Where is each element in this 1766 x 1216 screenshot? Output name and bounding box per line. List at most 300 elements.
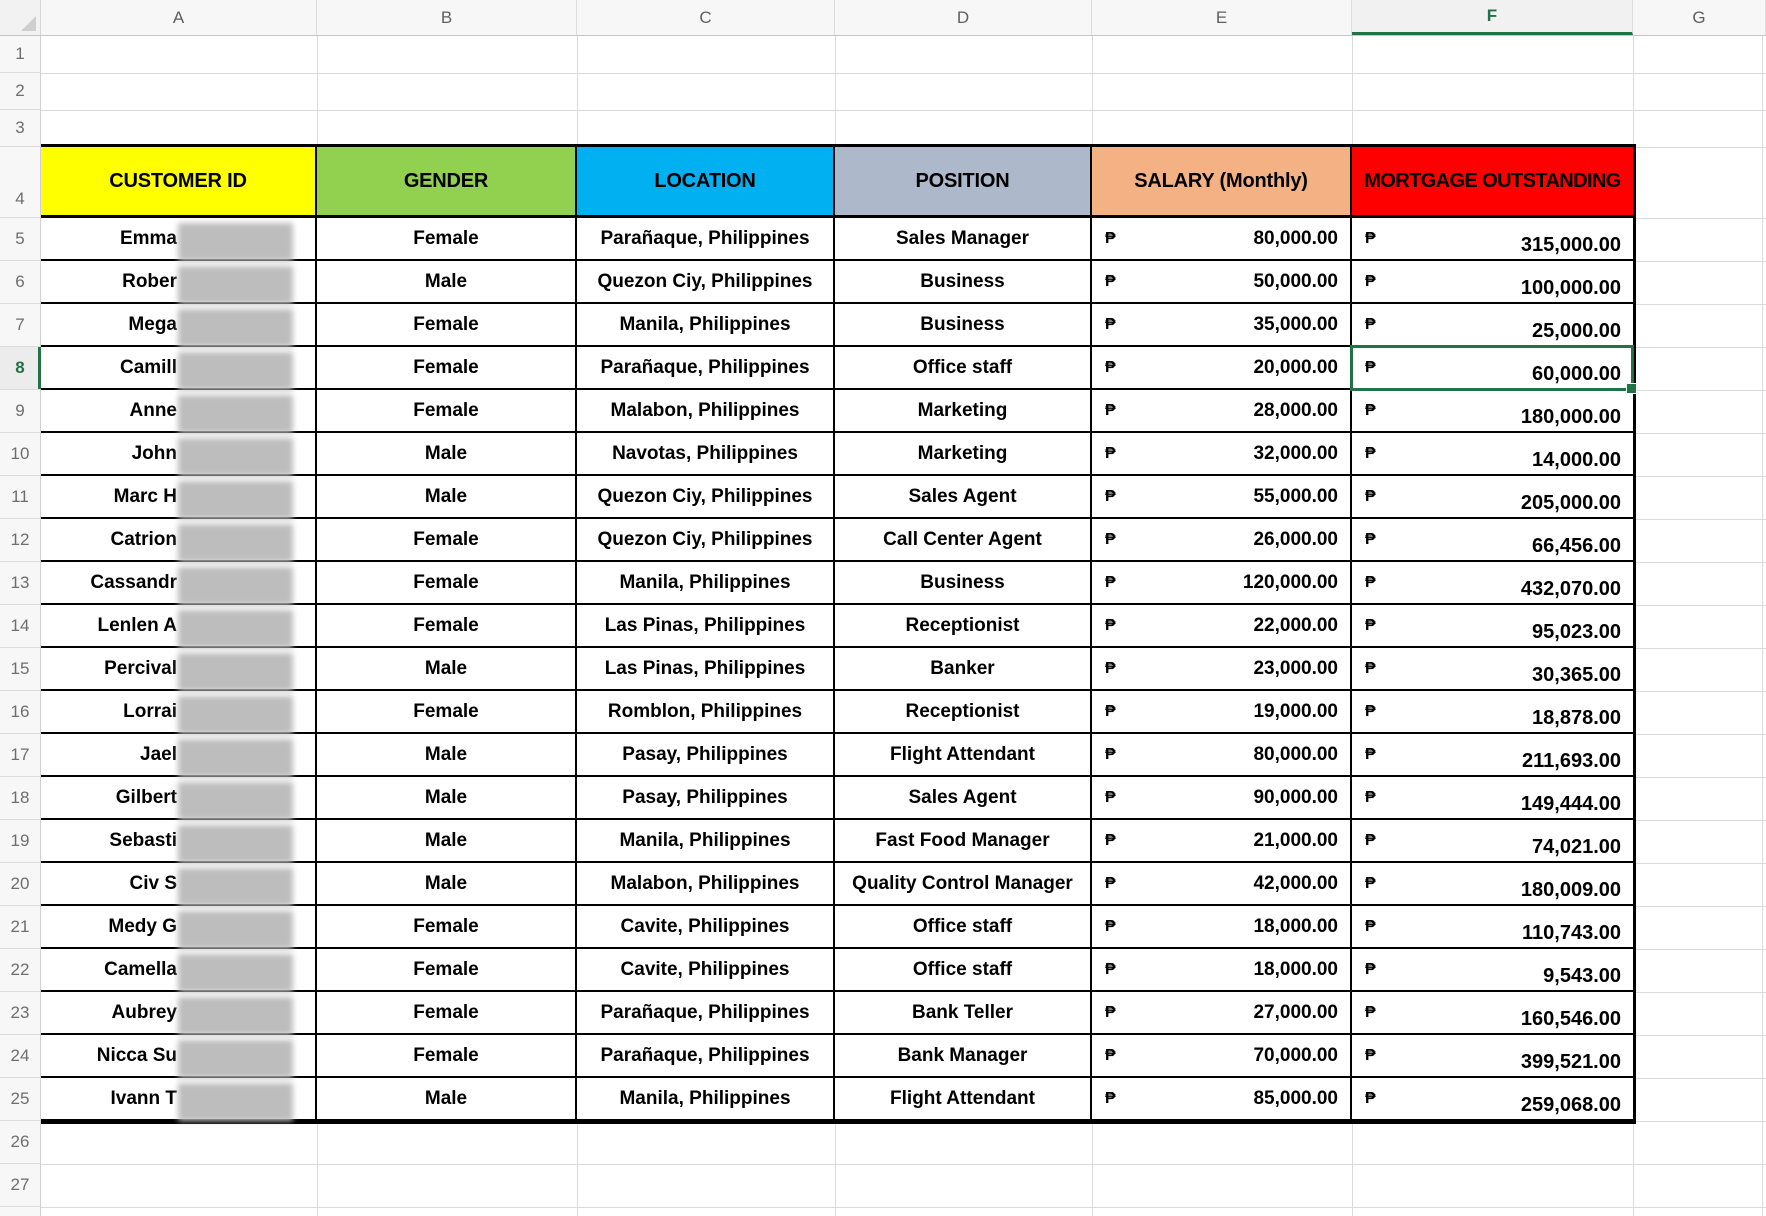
peso-sign: ₱ — [1105, 702, 1116, 720]
position-text: Business — [920, 313, 1005, 335]
cell-location[interactable] — [577, 820, 835, 863]
gender-text: Female — [413, 915, 479, 937]
mortgage-amount: 18,878.00 — [1532, 707, 1621, 729]
customer-name-text: Camill — [119, 356, 177, 378]
customer-name-text: Percival — [104, 657, 177, 679]
cell-customer-id[interactable] — [41, 218, 317, 261]
cell-location[interactable] — [577, 691, 835, 734]
peso-sign: ₱ — [1365, 315, 1376, 333]
selected-cell-outline[interactable] — [1350, 345, 1634, 391]
cell-salary[interactable] — [1092, 820, 1352, 863]
row-header-25[interactable]: 25 — [0, 1078, 40, 1121]
peso-sign: ₱ — [1105, 960, 1116, 978]
cell-mortgage[interactable] — [1352, 605, 1633, 648]
peso-sign: ₱ — [1365, 358, 1376, 376]
cell-customer-id[interactable] — [41, 691, 317, 734]
cell-gender[interactable] — [317, 734, 577, 777]
gender-text: Female — [413, 528, 479, 550]
row-header-9[interactable]: 9 — [0, 390, 40, 433]
cell-salary[interactable] — [1092, 777, 1352, 820]
cell-position[interactable] — [835, 519, 1092, 562]
customer-name-text: John — [131, 442, 177, 464]
column-title-1[interactable]: CUSTOMER ID — [41, 147, 317, 218]
column-header-strip — [0, 0, 1766, 36]
peso-sign: ₱ — [1105, 315, 1116, 333]
redaction-blur — [178, 567, 293, 605]
cell-salary[interactable] — [1092, 476, 1352, 519]
cell-position[interactable] — [835, 390, 1092, 433]
column-header-a[interactable]: A — [41, 0, 317, 35]
location-text: Pasay, Philippines — [622, 743, 788, 765]
row-header-5[interactable]: 5 — [0, 218, 40, 261]
salary-amount: 20,000.00 — [1253, 356, 1338, 378]
row-header-16[interactable]: 16 — [0, 691, 40, 734]
peso-sign: ₱ — [1365, 659, 1376, 677]
cell-salary[interactable] — [1092, 1035, 1352, 1078]
position-text: Office staff — [912, 958, 1013, 980]
peso-sign: ₱ — [1365, 960, 1376, 978]
cell-location[interactable] — [577, 390, 835, 433]
peso-sign: ₱ — [1105, 573, 1116, 591]
cell-customer-id[interactable] — [41, 992, 317, 1035]
row-header-4[interactable]: 4 — [0, 147, 40, 218]
cell-customer-id[interactable] — [41, 648, 317, 691]
redaction-blur — [178, 610, 293, 648]
row-header-12[interactable]: 12 — [0, 519, 40, 562]
redaction-blur — [178, 997, 293, 1035]
cell-customer-id[interactable] — [41, 906, 317, 949]
peso-sign: ₱ — [1365, 702, 1376, 720]
row-header-27[interactable]: 27 — [0, 1164, 40, 1207]
gender-text: Female — [413, 227, 479, 249]
peso-sign: ₱ — [1105, 831, 1116, 849]
cell-gender[interactable] — [317, 777, 577, 820]
cell-location[interactable] — [577, 777, 835, 820]
row-header-2[interactable]: 2 — [0, 73, 40, 110]
peso-sign: ₱ — [1105, 229, 1116, 247]
cell-position[interactable] — [835, 820, 1092, 863]
position-text: Bank Teller — [911, 1001, 1014, 1023]
cell-position[interactable] — [835, 476, 1092, 519]
cell-mortgage[interactable] — [1352, 390, 1633, 433]
gender-text: Male — [424, 270, 468, 292]
cell-customer-id[interactable] — [41, 519, 317, 562]
redaction-blur — [178, 954, 293, 992]
cell-customer-id[interactable] — [41, 605, 317, 648]
column-title-2[interactable]: GENDER — [317, 147, 577, 218]
cell-salary[interactable] — [1092, 949, 1352, 992]
cell-mortgage[interactable] — [1352, 1035, 1633, 1078]
customer-name-text: Ivann T — [110, 1087, 177, 1109]
gender-text: Female — [413, 356, 479, 378]
salary-amount: 80,000.00 — [1253, 227, 1338, 249]
mortgage-amount: 9,543.00 — [1543, 965, 1621, 987]
peso-sign: ₱ — [1105, 358, 1116, 376]
mortgage-amount: 211,693.00 — [1522, 750, 1621, 772]
cell-mortgage[interactable] — [1352, 261, 1633, 304]
row-header-17[interactable]: 17 — [0, 734, 40, 777]
cell-location[interactable] — [577, 906, 835, 949]
cell-position[interactable] — [835, 734, 1092, 777]
mortgage-amount: 110,743.00 — [1522, 922, 1621, 944]
salary-amount: 90,000.00 — [1253, 786, 1338, 808]
customer-name-text: Catrion — [110, 528, 177, 550]
cell-gender[interactable] — [317, 1035, 577, 1078]
mortgage-amount: 399,521.00 — [1520, 1051, 1621, 1073]
cell-salary[interactable] — [1092, 992, 1352, 1035]
peso-sign: ₱ — [1365, 530, 1376, 548]
select-all-triangle-icon — [21, 16, 36, 31]
cell-salary[interactable] — [1092, 691, 1352, 734]
peso-sign: ₱ — [1365, 229, 1376, 247]
peso-sign: ₱ — [1105, 1046, 1116, 1064]
cell-position[interactable] — [835, 605, 1092, 648]
gender-text: Male — [424, 829, 468, 851]
mortgage-amount: 180,009.00 — [1520, 879, 1621, 901]
cell-position[interactable] — [835, 562, 1092, 605]
cell-customer-id[interactable] — [41, 734, 317, 777]
position-text: Business — [920, 270, 1005, 292]
cell-position[interactable] — [835, 1035, 1092, 1078]
location-text: Pasay, Philippines — [622, 786, 788, 808]
location-text: Quezon Ciy, Philippines — [597, 270, 813, 292]
customer-name-text: Mega — [128, 313, 177, 335]
cell-mortgage[interactable] — [1352, 1078, 1633, 1121]
position-text: Marketing — [917, 399, 1008, 421]
cell-location[interactable] — [577, 949, 835, 992]
cell-customer-id[interactable] — [41, 1035, 317, 1078]
row-header-gutter — [0, 36, 41, 1216]
peso-sign: ₱ — [1365, 487, 1376, 505]
cell-salary[interactable] — [1092, 648, 1352, 691]
cell-gender[interactable] — [317, 347, 577, 390]
cell-mortgage[interactable] — [1352, 562, 1633, 605]
cell-location[interactable] — [577, 433, 835, 476]
gender-text: Female — [413, 700, 479, 722]
column-header-g[interactable]: G — [1633, 0, 1766, 35]
peso-sign: ₱ — [1105, 788, 1116, 806]
customer-name-text: Sebasti — [109, 829, 177, 851]
cell-position[interactable] — [835, 347, 1092, 390]
cell-position[interactable] — [835, 304, 1092, 347]
cell-customer-id[interactable] — [41, 820, 317, 863]
cell-customer-id[interactable] — [41, 304, 317, 347]
salary-amount: 32,000.00 — [1253, 442, 1338, 464]
cell-location[interactable] — [577, 992, 835, 1035]
cell-position[interactable] — [835, 906, 1092, 949]
salary-amount: 50,000.00 — [1253, 270, 1338, 292]
gender-text: Female — [413, 1044, 479, 1066]
cell-gender[interactable] — [317, 691, 577, 734]
cell-gender[interactable] — [317, 820, 577, 863]
cell-location[interactable] — [577, 1035, 835, 1078]
gender-text: Female — [413, 313, 479, 335]
cell-gender[interactable] — [317, 605, 577, 648]
cell-gender[interactable] — [317, 304, 577, 347]
cell-location[interactable] — [577, 562, 835, 605]
row-header-15[interactable]: 15 — [0, 648, 40, 691]
cell-mortgage[interactable] — [1352, 519, 1633, 562]
salary-amount: 28,000.00 — [1253, 399, 1338, 421]
cell-mortgage[interactable] — [1352, 863, 1633, 906]
mortgage-amount: 66,456.00 — [1532, 535, 1621, 557]
customer-name-text: Lorrai — [123, 700, 177, 722]
salary-amount: 19,000.00 — [1253, 700, 1338, 722]
salary-amount: 70,000.00 — [1253, 1044, 1338, 1066]
redaction-blur — [178, 395, 293, 433]
cell-position[interactable] — [835, 1078, 1092, 1121]
location-text: Malabon, Philippines — [610, 872, 800, 894]
gender-text: Female — [413, 1001, 479, 1023]
row-header-23[interactable]: 23 — [0, 992, 40, 1035]
cell-gender[interactable] — [317, 476, 577, 519]
redaction-blur — [178, 911, 293, 949]
row-header-7[interactable]: 7 — [0, 304, 40, 347]
cell-position[interactable] — [835, 691, 1092, 734]
peso-sign: ₱ — [1365, 1046, 1376, 1064]
salary-amount: 22,000.00 — [1253, 614, 1338, 636]
cell-salary[interactable] — [1092, 390, 1352, 433]
peso-sign: ₱ — [1105, 745, 1116, 763]
cell-gender[interactable] — [317, 218, 577, 261]
redaction-blur — [178, 524, 293, 562]
redaction-blur — [178, 309, 293, 347]
row-header-3[interactable]: 3 — [0, 110, 40, 147]
customer-name-text: Emma — [119, 227, 177, 249]
cell-location[interactable] — [577, 347, 835, 390]
cell-position[interactable] — [835, 992, 1092, 1035]
cell-mortgage[interactable] — [1352, 433, 1633, 476]
cell-mortgage[interactable] — [1352, 304, 1633, 347]
peso-sign: ₱ — [1105, 530, 1116, 548]
mortgage-amount: 25,000.00 — [1532, 320, 1621, 342]
cell-location[interactable] — [577, 734, 835, 777]
fill-handle[interactable] — [1626, 383, 1637, 394]
cell-salary[interactable] — [1092, 261, 1352, 304]
cell-location[interactable] — [577, 261, 835, 304]
cell-mortgage[interactable] — [1352, 949, 1633, 992]
cell-customer-id[interactable] — [41, 433, 317, 476]
salary-amount: 18,000.00 — [1253, 958, 1338, 980]
cell-customer-id[interactable] — [41, 949, 317, 992]
mortgage-amount: 95,023.00 — [1532, 621, 1621, 643]
column-header-f[interactable]: F — [1352, 0, 1633, 35]
column-header-d[interactable]: D — [835, 0, 1092, 35]
row-header-11[interactable]: 11 — [0, 476, 40, 519]
row-header-26[interactable]: 26 — [0, 1121, 40, 1164]
location-text: Manila, Philippines — [619, 1087, 791, 1109]
cell-position[interactable] — [835, 648, 1092, 691]
cell-customer-id[interactable] — [41, 863, 317, 906]
redaction-blur — [178, 1083, 293, 1121]
position-text: Call Center Agent — [883, 528, 1042, 550]
cell-gender[interactable] — [317, 863, 577, 906]
cell-salary[interactable] — [1092, 433, 1352, 476]
cell-location[interactable] — [577, 476, 835, 519]
row-header-13[interactable]: 13 — [0, 562, 40, 605]
redaction-blur — [178, 868, 293, 906]
cell-mortgage[interactable] — [1352, 648, 1633, 691]
column-header-c[interactable]: C — [577, 0, 835, 35]
cell-gender[interactable] — [317, 1078, 577, 1121]
mortgage-amount: 30,365.00 — [1532, 664, 1621, 686]
redaction-blur — [178, 438, 293, 476]
peso-sign: ₱ — [1105, 272, 1116, 290]
select-all-corner[interactable] — [0, 0, 41, 35]
cell-location[interactable] — [577, 304, 835, 347]
position-text: Bank Manager — [897, 1044, 1028, 1066]
column-header-b[interactable]: B — [317, 0, 577, 35]
location-text: Malabon, Philippines — [610, 399, 800, 421]
cell-location[interactable] — [577, 648, 835, 691]
position-text: Sales Manager — [895, 227, 1030, 249]
mortgage-amount: 432,070.00 — [1520, 578, 1621, 600]
row-header-19[interactable]: 19 — [0, 820, 40, 863]
row-header-6[interactable]: 6 — [0, 261, 40, 304]
cell-customer-id[interactable] — [41, 1078, 317, 1121]
cell-customer-id[interactable] — [41, 562, 317, 605]
location-text: Quezon Ciy, Philippines — [597, 528, 813, 550]
cell-customer-id[interactable] — [41, 347, 317, 390]
customer-name-text: Cassandr — [90, 571, 177, 593]
row-header-14[interactable]: 14 — [0, 605, 40, 648]
row-header-21[interactable]: 21 — [0, 906, 40, 949]
cell-salary[interactable] — [1092, 605, 1352, 648]
row-header-22[interactable]: 22 — [0, 949, 40, 992]
position-text: Banker — [930, 657, 995, 679]
location-text: Parañaque, Philippines — [600, 1001, 810, 1023]
cell-location[interactable] — [577, 863, 835, 906]
cell-gender[interactable] — [317, 562, 577, 605]
redaction-blur — [178, 825, 293, 863]
customer-name-text: Lenlen A — [97, 614, 177, 636]
row-header-24[interactable]: 24 — [0, 1035, 40, 1078]
peso-sign: ₱ — [1365, 831, 1376, 849]
cell-salary[interactable] — [1092, 1078, 1352, 1121]
redaction-blur — [178, 653, 293, 691]
location-text: Manila, Philippines — [619, 829, 791, 851]
cell-customer-id[interactable] — [41, 261, 317, 304]
column-title-5[interactable]: SALARY (Monthly) — [1092, 147, 1352, 218]
salary-amount: 26,000.00 — [1253, 528, 1338, 550]
cell-salary[interactable] — [1092, 218, 1352, 261]
cell-position[interactable] — [835, 261, 1092, 304]
cell-mortgage[interactable] — [1352, 992, 1633, 1035]
cell-gender[interactable] — [317, 906, 577, 949]
cell-position[interactable] — [835, 863, 1092, 906]
location-text: Quezon Ciy, Philippines — [597, 485, 813, 507]
row-header-18[interactable]: 18 — [0, 777, 40, 820]
cell-position[interactable] — [835, 218, 1092, 261]
cell-location[interactable] — [577, 519, 835, 562]
row-header-8[interactable]: 8 — [0, 347, 40, 390]
cell-position[interactable] — [835, 433, 1092, 476]
customer-name-text: Medy G — [108, 915, 177, 937]
gender-text: Male — [424, 786, 468, 808]
customer-name-text: Nicca Su — [96, 1044, 177, 1066]
gender-text: Male — [424, 657, 468, 679]
row-header-1[interactable]: 1 — [0, 36, 40, 73]
customer-name-text: Aubrey — [111, 1001, 177, 1023]
salary-amount: 120,000.00 — [1242, 571, 1338, 593]
customer-name-text: Anne — [129, 399, 177, 421]
position-text: Sales Agent — [908, 786, 1017, 808]
cell-gender[interactable] — [317, 261, 577, 304]
position-text: Fast Food Manager — [875, 829, 1050, 851]
cell-position[interactable] — [835, 949, 1092, 992]
column-header-e[interactable]: E — [1092, 0, 1352, 35]
cell-mortgage[interactable] — [1352, 691, 1633, 734]
gender-text: Male — [424, 743, 468, 765]
salary-amount: 18,000.00 — [1253, 915, 1338, 937]
cell-customer-id[interactable] — [41, 476, 317, 519]
cell-location[interactable] — [577, 218, 835, 261]
cell-gender[interactable] — [317, 390, 577, 433]
gender-text: Male — [424, 485, 468, 507]
row-header-20[interactable]: 20 — [0, 863, 40, 906]
cell-salary[interactable] — [1092, 562, 1352, 605]
cell-customer-id[interactable] — [41, 777, 317, 820]
cell-location[interactable] — [577, 605, 835, 648]
gender-text: Female — [413, 958, 479, 980]
location-text: Parañaque, Philippines — [600, 227, 810, 249]
position-text: Quality Control Manager — [852, 872, 1073, 894]
cell-mortgage[interactable] — [1352, 906, 1633, 949]
cell-gender[interactable] — [317, 519, 577, 562]
cell-mortgage[interactable] — [1352, 218, 1633, 261]
cell-salary[interactable] — [1092, 347, 1352, 390]
cell-gender[interactable] — [317, 992, 577, 1035]
peso-sign: ₱ — [1105, 444, 1116, 462]
cell-salary[interactable] — [1092, 519, 1352, 562]
column-title-3[interactable]: LOCATION — [577, 147, 835, 218]
cell-salary[interactable] — [1092, 863, 1352, 906]
cell-salary[interactable] — [1092, 906, 1352, 949]
cell-salary[interactable] — [1092, 304, 1352, 347]
customer-name-text: Gilbert — [115, 786, 177, 808]
peso-sign: ₱ — [1365, 272, 1376, 290]
cell-salary[interactable] — [1092, 734, 1352, 777]
cell-mortgage[interactable] — [1352, 820, 1633, 863]
location-text: Cavite, Philippines — [620, 958, 790, 980]
peso-sign: ₱ — [1105, 1089, 1116, 1107]
cell-mortgage[interactable] — [1352, 476, 1633, 519]
cell-mortgage[interactable] — [1352, 777, 1633, 820]
gender-text: Female — [413, 614, 479, 636]
cell-customer-id[interactable] — [41, 390, 317, 433]
column-title-4[interactable]: POSITION — [835, 147, 1092, 218]
cell-position[interactable] — [835, 777, 1092, 820]
peso-sign: ₱ — [1105, 874, 1116, 892]
cell-location[interactable] — [577, 1078, 835, 1121]
salary-amount: 42,000.00 — [1253, 872, 1338, 894]
customer-name-text: Camella — [104, 958, 177, 980]
peso-sign: ₱ — [1365, 444, 1376, 462]
redaction-blur — [178, 223, 293, 261]
cell-gender[interactable] — [317, 648, 577, 691]
peso-sign: ₱ — [1105, 401, 1116, 419]
mortgage-amount: 60,000.00 — [1532, 363, 1621, 385]
cell-gender[interactable] — [317, 433, 577, 476]
column-title-6[interactable]: MORTGAGE OUTSTANDING — [1352, 147, 1633, 218]
row-header-10[interactable]: 10 — [0, 433, 40, 476]
cell-mortgage[interactable] — [1352, 734, 1633, 777]
cell-gender[interactable] — [317, 949, 577, 992]
redaction-blur — [178, 352, 293, 390]
mortgage-amount: 100,000.00 — [1520, 277, 1621, 299]
position-text: Office staff — [912, 915, 1013, 937]
peso-sign: ₱ — [1365, 745, 1376, 763]
